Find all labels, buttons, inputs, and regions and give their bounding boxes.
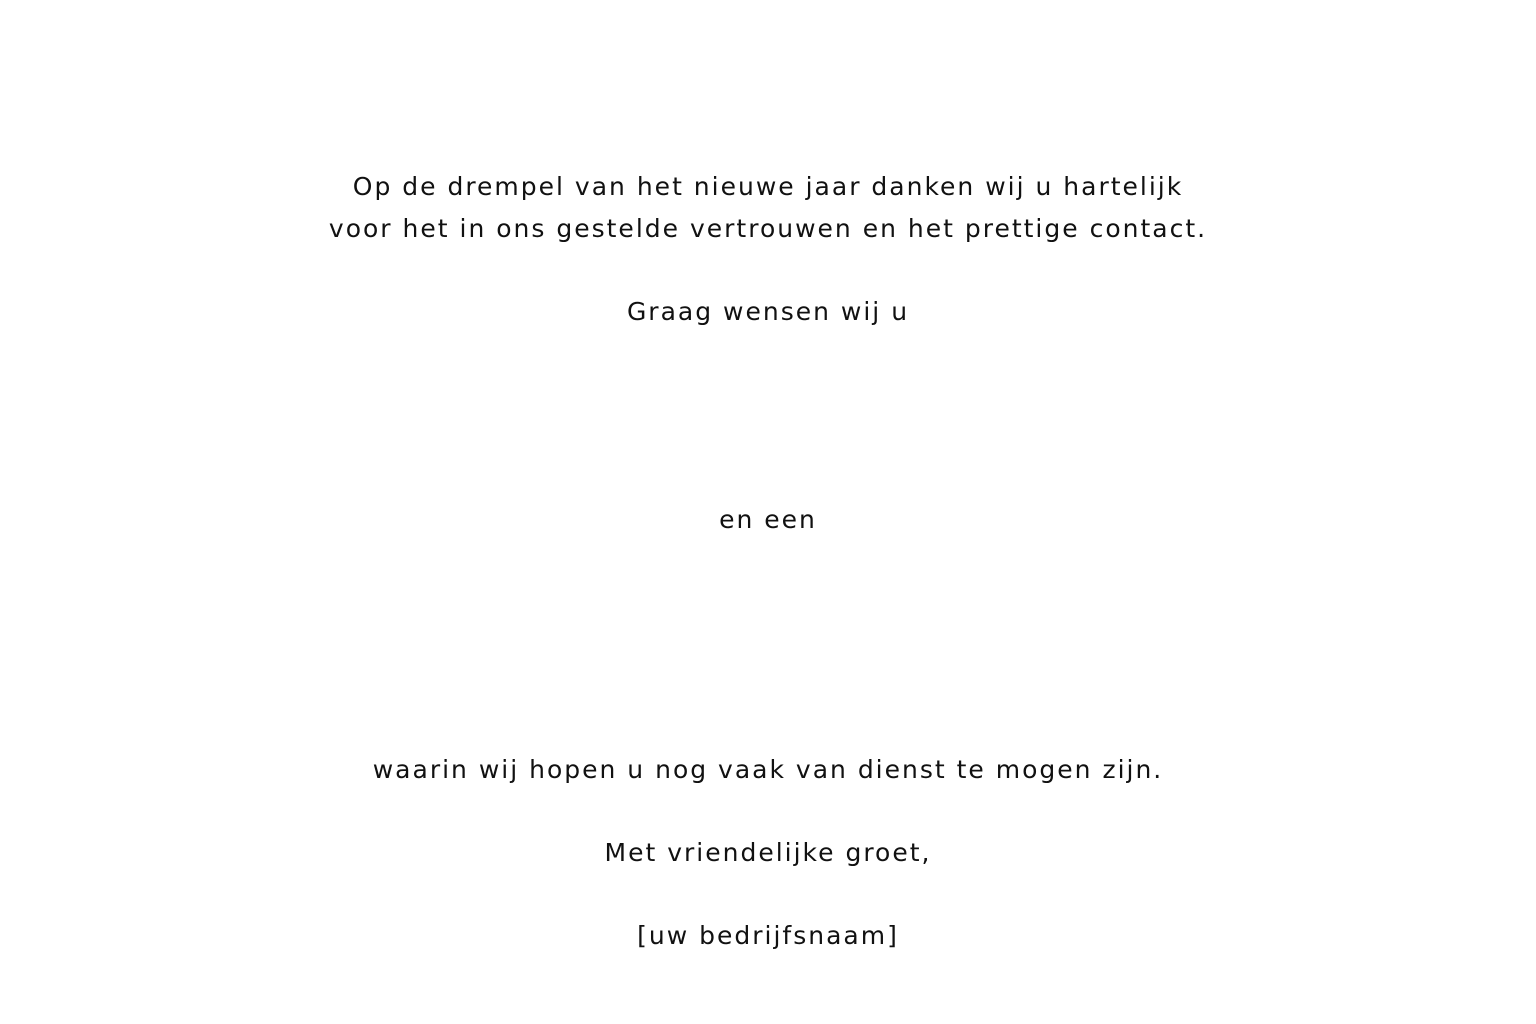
greeting-text: Met vriendelijke groet, (604, 838, 932, 867)
wish-line: Graag wensen wij u (626, 297, 910, 326)
connector-text: en een (719, 505, 817, 534)
intro-line-2: voor het in ons gestelde vertrouwen en het prettige contact. (328, 214, 1208, 243)
closing-line: waarin wij hopen u nog vaak van dienst te mogen zijn. (372, 755, 1164, 784)
company-signature: [uw bedrijfsnaam] (637, 921, 899, 950)
intro-line-1: Op de drempel van het nieuwe jaar danken wij u hartelijk (352, 172, 1184, 201)
